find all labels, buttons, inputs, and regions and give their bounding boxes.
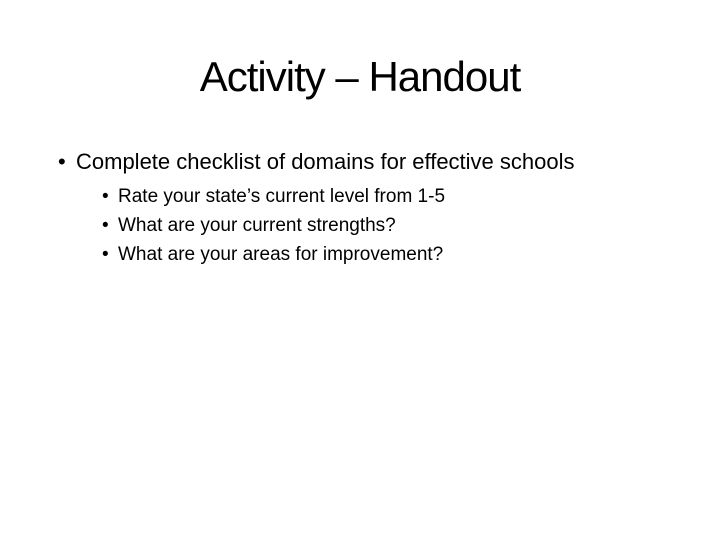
sub-bullet-text: What are your areas for improvement?: [118, 244, 444, 265]
sub-bullet-item: [102, 182, 698, 211]
slide-body: [58, 146, 698, 269]
sub-bullet-item: [102, 240, 698, 269]
bullet-marker: •: [102, 244, 109, 265]
sub-bullet-text: Rate your state’s current level from 1-5: [118, 186, 446, 207]
sub-bullet-text: What are your current strengths?: [118, 215, 396, 236]
slide-title: Activity – Handout: [199, 53, 521, 100]
sub-bullet-item: [102, 211, 698, 240]
bullet-item: [58, 146, 698, 178]
bullet-text: Complete checklist of domains for effective schools: [76, 149, 575, 174]
sub-bullet-list: [102, 182, 698, 269]
bullet-marker: •: [58, 149, 66, 174]
bullet-marker: •: [102, 186, 109, 207]
bullet-marker: •: [102, 215, 109, 236]
